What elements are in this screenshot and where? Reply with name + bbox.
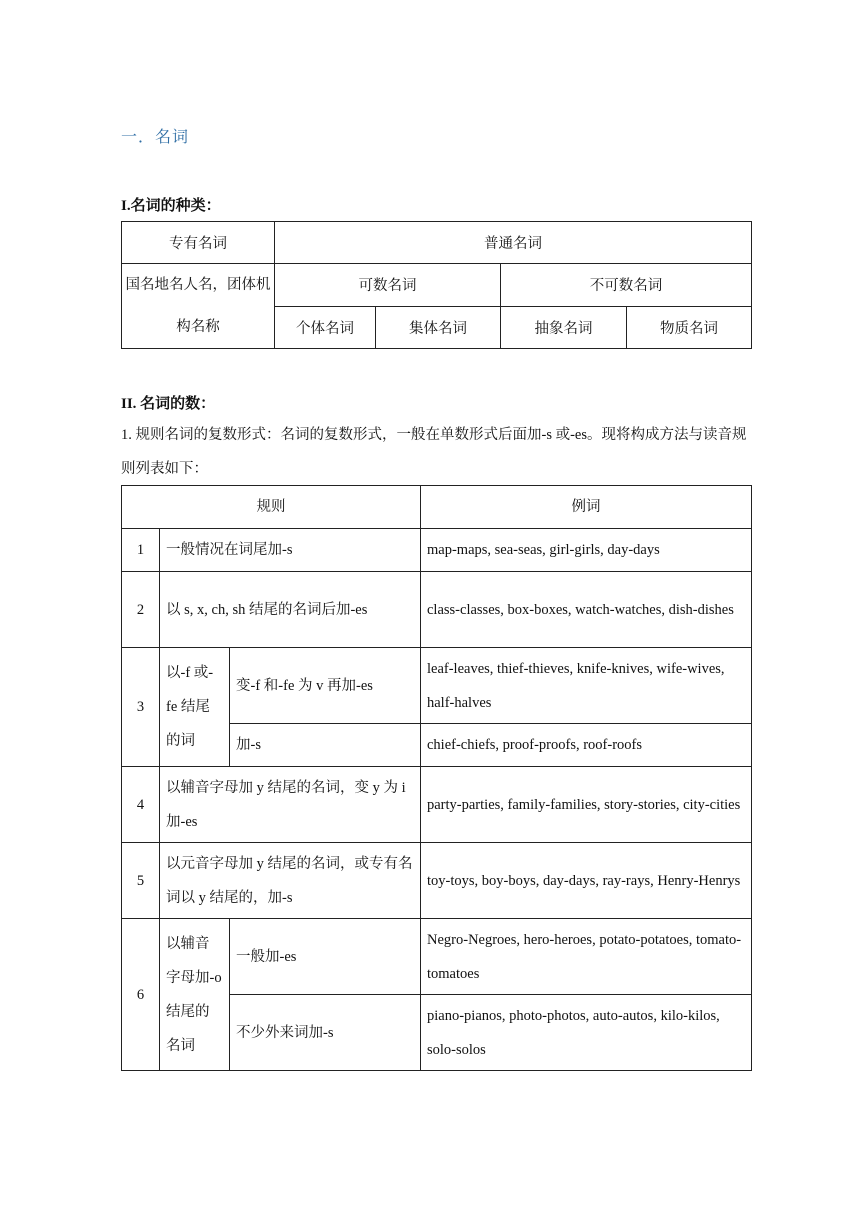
- collective-cell: 集体名词: [376, 306, 501, 349]
- plural-rules-table: [121, 485, 752, 1071]
- example-cell: Negro-Negroes, hero-heroes, potato-potatoes, tomato-tomatoes: [421, 919, 752, 995]
- table-row: [122, 843, 752, 919]
- rule-cell: 一般情况在词尾加-s: [160, 529, 421, 572]
- proper-desc-cell: 国名地名人名，团体机构名称: [122, 264, 275, 349]
- table-row: [122, 222, 752, 264]
- abstract-cell: 抽象名词: [501, 306, 627, 349]
- table-row: [122, 572, 752, 648]
- example-cell: party-parties, family-families, story-stories, city-cities: [421, 767, 752, 843]
- individual-cell: 个体名词: [275, 306, 376, 349]
- sub-rule-cell: 变-f 和-fe 为 v 再加-es: [230, 648, 421, 724]
- section-heading: 一．名词: [121, 129, 190, 146]
- row-number: 6: [122, 919, 160, 1071]
- sub-rule-cell: 一般加-es: [230, 919, 421, 995]
- row-number: 2: [122, 572, 160, 648]
- header-rule: 规则: [122, 486, 421, 529]
- countable-cell: 可数名词: [275, 264, 501, 307]
- rule-cell: 以辅音字母加 y 结尾的名词，变 y 为 i 加-es: [160, 767, 421, 843]
- example-cell: map-maps, sea-seas, girl-girls, day-days: [421, 529, 752, 572]
- group-cell: 以辅音字母加-o 结尾的名词: [160, 919, 230, 1071]
- common-noun-cell: 普通名词: [275, 222, 752, 264]
- table-row: [122, 767, 752, 843]
- noun-types-table: [121, 221, 752, 349]
- group-cell: 以-f 或-fe 结尾的词: [160, 648, 230, 767]
- row-number: 3: [122, 648, 160, 767]
- example-cell: class-classes, box-boxes, watch-watches, dish-dishes: [421, 572, 752, 648]
- example-cell: leaf-leaves, thief-thieves, knife-knives, wife-wives, half-halves: [421, 648, 752, 724]
- example-cell: piano-pianos, photo-photos, auto-autos, kilo-kilos, solo-solos: [421, 995, 752, 1071]
- sub-rule-cell: 不少外来词加-s: [230, 995, 421, 1071]
- uncountable-cell: 不可数名词: [501, 264, 752, 307]
- proper-noun-cell: 专有名词: [122, 222, 275, 264]
- number-heading: II. 名词的数：: [121, 396, 216, 412]
- rule-cell: 以 s, x, ch, sh 结尾的名词后加-es: [160, 572, 421, 648]
- table-row: [122, 264, 752, 307]
- table-row: [122, 486, 752, 529]
- header-example: 例词: [421, 486, 752, 529]
- example-cell: toy-toys, boy-boys, day-days, ray-rays, Henry-Henrys: [421, 843, 752, 919]
- example-cell: chief-chiefs, proof-proofs, roof-roofs: [421, 724, 752, 767]
- row-number: 4: [122, 767, 160, 843]
- row-number: 5: [122, 843, 160, 919]
- table-row: [122, 648, 752, 724]
- material-cell: 物质名词: [627, 306, 752, 349]
- intro-paragraph: 1. 规则名词的复数形式：名词的复数形式，一般在单数形式后面加-s 或-es。现将构成方法与读音规则列表如下：: [121, 427, 747, 477]
- row-number: 1: [122, 529, 160, 572]
- sub-rule-cell: 加-s: [230, 724, 421, 767]
- types-heading: I.名词的种类：: [121, 198, 221, 214]
- rule-cell: 以元音字母加 y 结尾的名词，或专有名词以 y 结尾的，加-s: [160, 843, 421, 919]
- table-row: [122, 919, 752, 995]
- table-row: [122, 529, 752, 572]
